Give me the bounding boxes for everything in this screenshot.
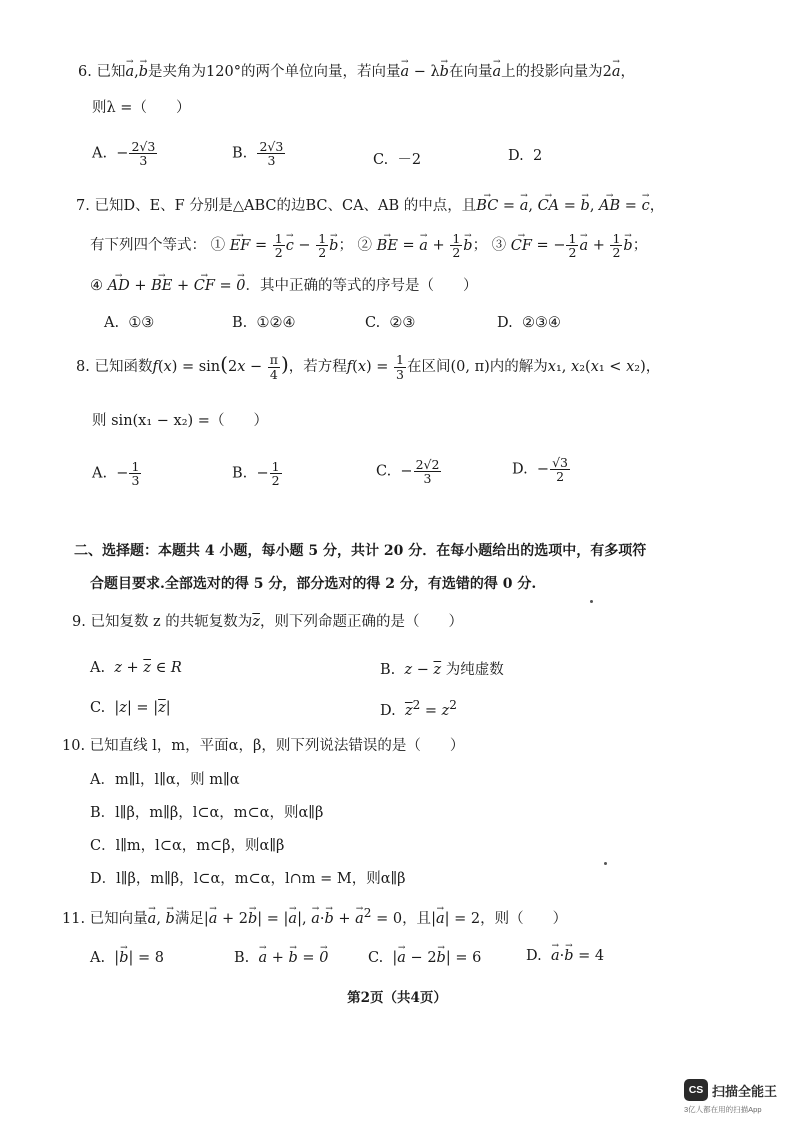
q8-option-c[interactable]: C. − $\frac{2√2}{3}$ <box>376 457 440 487</box>
q7-stem: 7. 已知D、E、F 分别是△ABC的边BC、CA、AB 的中点，且→ BC = → a, → CA = → b, → AB = → c， <box>76 198 664 215</box>
q9-option-b[interactable]: B. $z - \overline{z}$ 为纯虚数 <box>380 662 504 678</box>
q8-option-b[interactable]: B. − $\frac{1}{2}$ <box>232 459 280 489</box>
q7-option-d[interactable]: D. ②③④ <box>497 315 561 331</box>
q8-stem: 8. 已知函数f(x) = sin(2x − $\frac{\pi}{4}$ )，若方程f(x) = $\frac{1}{3}$ 在区间(0, π)内的解为x₁, x₂(x₁ < x₂)， <box>76 352 661 382</box>
q11-option-b[interactable]: B. → a + → b = → 0 <box>234 950 328 966</box>
q10-option-d[interactable]: D．l∥β，m∥β，l⊂α，m⊂α，l∩m = M，则α∥β <box>90 871 406 887</box>
q6-stem-cont: 则λ =（ ） <box>92 100 191 116</box>
section2-heading: 二、选择题：本题共 4 小题，每小题 5 分，共计 20 分．在每小题给出的选项中，有多项符 <box>74 543 647 559</box>
q9-option-c[interactable]: C. $|z| = |\overline{z}|$ <box>90 700 171 716</box>
q11-option-d[interactable]: D. → a·→ b = 4 <box>526 948 604 964</box>
page-number: 第2页（共4页） <box>347 990 447 1006</box>
q7-equalities: 有下列四个等式： ① → EF = $\frac{1}{2}$ → c − $\frac{1}{2}$ → b； ② → BE = → a + $\frac{1}{2}$ → b； ③ → CF = − $\frac{1}{2}$ → a + $\frac{1}{2}$ → b； <box>90 232 647 259</box>
q9-option-a[interactable]: A. $z + \overline{z}$ ∈ R <box>90 660 182 676</box>
q10-option-c[interactable]: C．l∥m，l⊂α，m⊂β，则α∥β <box>90 838 285 854</box>
q11-stem: 11. 已知向量→ a, → b满足|→ a + 2→ b| = |→ a|, → a·→ b + → $a^2 = 0$，且|→ a| = 2，则（ ） <box>62 906 567 928</box>
q6-option-c[interactable]: C. －2 <box>373 152 422 168</box>
scanner-logo <box>684 1079 777 1101</box>
q8-option-d[interactable]: D. − $\frac{√3}{2}$ <box>512 455 569 485</box>
q7-option-b[interactable]: B. ①②④ <box>232 315 296 331</box>
q9-option-d[interactable]: D. $\overline{z}^2 = z^2$ <box>380 698 457 719</box>
q7-option-a[interactable]: A. ①③ <box>104 315 155 331</box>
q8-stem-cont: 则 sin(x₁ − x₂) =（ ） <box>92 413 268 429</box>
q11-option-a[interactable]: A. |→ b| = 8 <box>90 950 164 966</box>
q6-option-b[interactable]: B. $\frac{2√3}{3}$ <box>232 139 284 169</box>
q7-option-c[interactable]: C. ②③ <box>365 315 416 331</box>
q10-option-a[interactable]: A．m∥l，l∥α，则 m∥α <box>90 772 240 788</box>
q7-stem-cont: ④ → AD + → BE + → CF = → 0．其中正确的等式的序号是（ ） <box>90 278 477 295</box>
cs-logo-icon: CS <box>684 1079 708 1101</box>
section2-heading-cont: 合题目要求.全部选对的得 5 分，部分选对的得 2 分，有选错的得 0 分. <box>90 576 537 592</box>
scanner-name: 扫描全能王 <box>712 1083 778 1099</box>
q9-stem: 9. 已知复数 z 的共轭复数为$\overline{z}$，则下列命题正确的是（ ） <box>72 614 463 630</box>
scanner-tagline: 3亿人都在用的扫描App <box>684 1105 762 1114</box>
q11-option-c[interactable]: C. |→ a − 2→ b| = 6 <box>368 950 481 966</box>
q10-stem: 10. 已知直线 l，m，平面α，β，则下列说法错误的是（ ） <box>62 738 465 754</box>
q6-option-d[interactable]: D. 2 <box>508 148 543 164</box>
q10-option-b[interactable]: B．l∥β，m∥β，l⊂α，m⊂α，则α∥β <box>90 805 324 821</box>
q6-option-a[interactable]: A. − $\frac{2√3}{3}$ <box>92 139 156 169</box>
scan-speck <box>590 600 593 603</box>
q6-stem: 6. 已知→ a,→ b是夹角为120°的两个单位向量，若向量→ a − λ→ b在向量→ a上的投影向量为2→ a， <box>78 64 635 81</box>
q8-option-a[interactable]: A. − $\frac{1}{3}$ <box>92 459 140 489</box>
scan-speck <box>604 862 607 865</box>
